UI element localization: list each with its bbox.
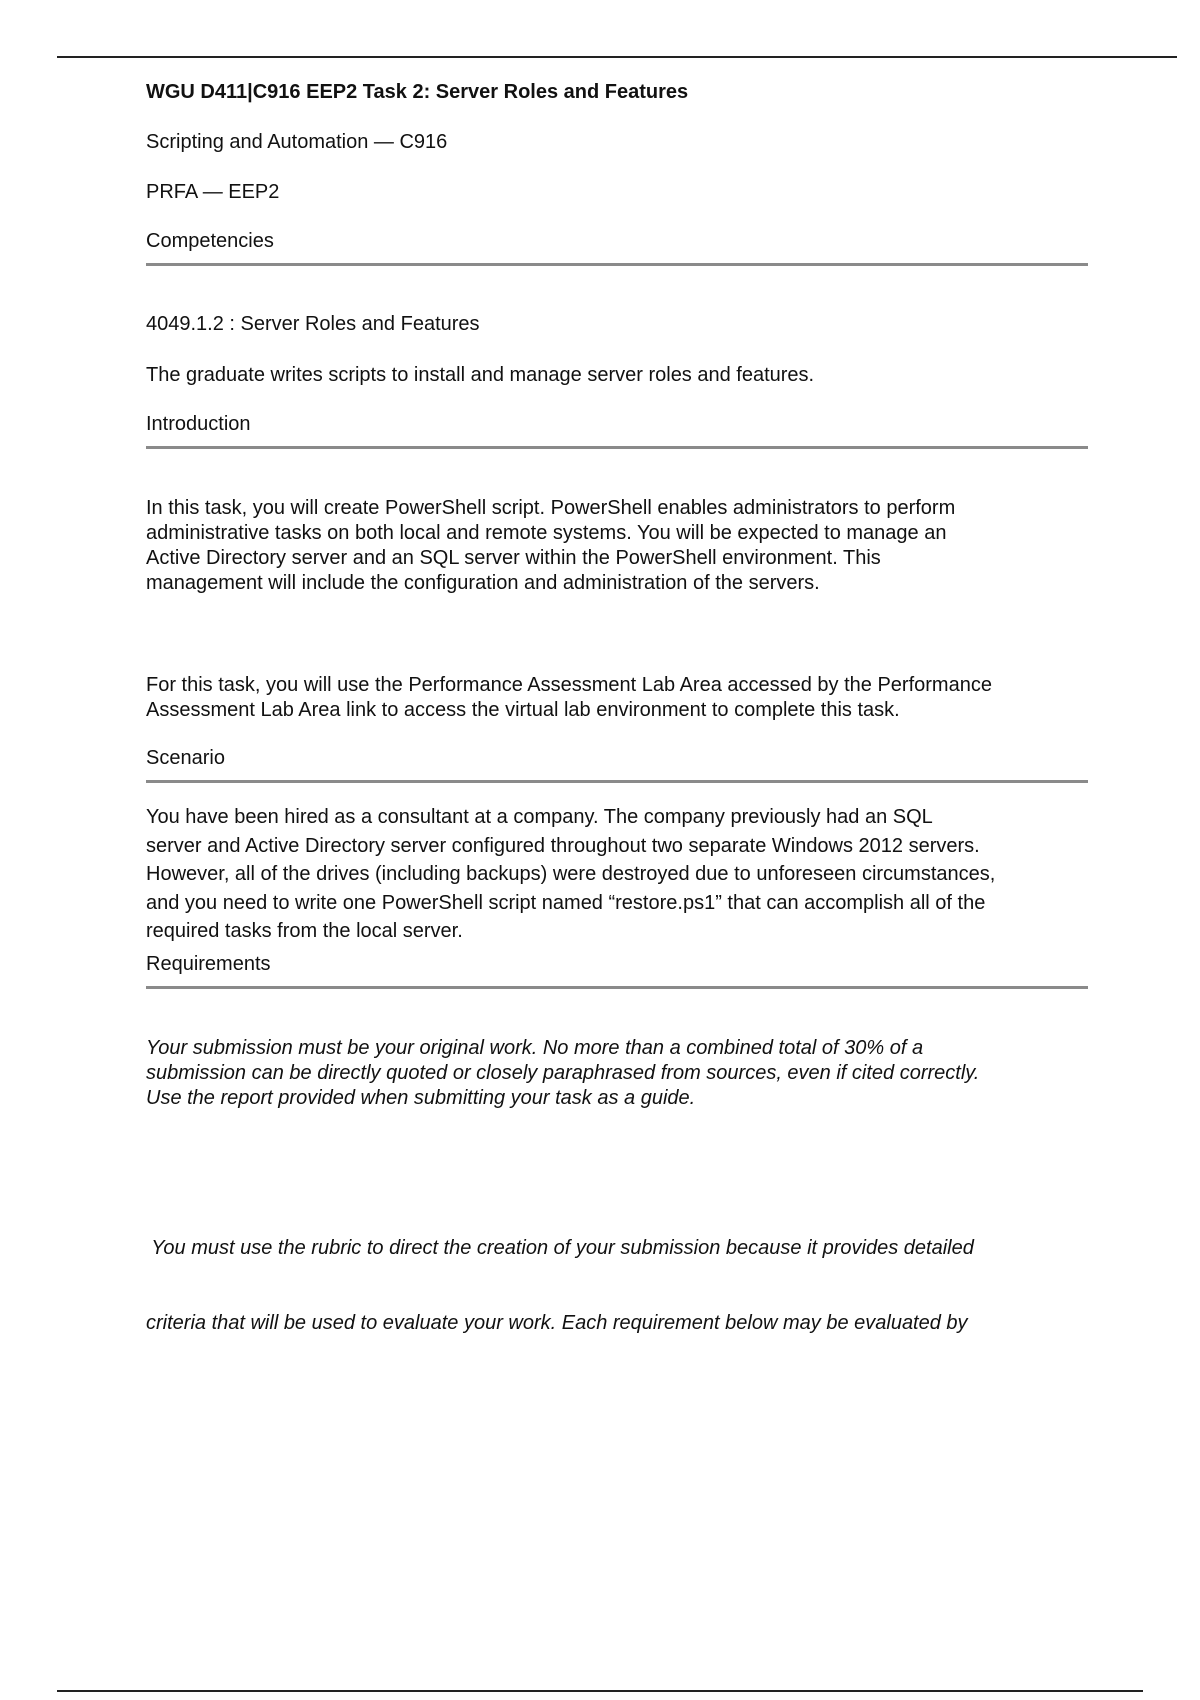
text-line: You must use the rubric to direct the creation of your submission because it provides detailed	[146, 1237, 974, 1259]
bottom-divider	[57, 1690, 1143, 1692]
text-line: For this task, you will use the Performance Assessment Lab Area accessed by the Performance	[146, 674, 992, 696]
requirements-paragraph-2	[146, 1186, 1091, 1386]
text-line: server and Active Directory server configured throughout two separate Windows 2012 servers.	[146, 834, 980, 857]
document-title: WGU D411|C916 EEP2 Task 2: Server Roles and Features	[146, 81, 689, 103]
text-line: You have been hired as a consultant at a company. The company previously had an SQL	[146, 806, 933, 828]
section-heading-label: Introduction	[146, 413, 251, 435]
top-divider	[57, 56, 1177, 58]
assessment-code: PRFA — EEP2	[146, 181, 280, 203]
text-line: required tasks from the local server.	[146, 920, 463, 942]
text-line: criteria that will be used to evaluate your work. Each requirement below may be evaluated by	[146, 1312, 968, 1334]
scenario-paragraph	[146, 803, 1091, 946]
competency-code: 4049.1.2 : Server Roles and Features	[146, 313, 480, 335]
text-line: management will include the configuration and administration of the servers.	[146, 572, 820, 594]
requirements-paragraph-1	[146, 1036, 1091, 1111]
section-heading-competencies	[146, 229, 1088, 266]
text-line: and you need to write one PowerShell script named “restore.ps1” that can accomplish all of the	[146, 891, 986, 914]
section-heading-scenario	[146, 746, 1088, 783]
course-name: Scripting and Automation — C916	[146, 131, 448, 153]
section-heading-label: Scenario	[146, 747, 225, 769]
text-line: However, all of the drives (including backups) were destroyed due to unforeseen circumstances,	[146, 863, 996, 885]
section-heading-label: Competencies	[146, 230, 274, 252]
text-line: Your submission must be your original work. No more than a combined total of 30% of a	[146, 1037, 924, 1059]
section-heading-introduction	[146, 412, 1088, 449]
competency-description: The graduate writes scripts to install and manage server roles and features.	[146, 364, 815, 386]
text-line: Assessment Lab Area link to access the virtual lab environment to complete this task.	[146, 699, 900, 721]
section-heading-label: Requirements	[146, 953, 271, 975]
text-line: submission can be directly quoted or closely paraphrased from sources, even if cited correctly.	[146, 1062, 980, 1084]
introduction-paragraph-1	[146, 496, 1091, 596]
text-line: Use the report provided when submitting your task as a guide.	[146, 1087, 696, 1109]
introduction-paragraph-2	[146, 673, 1091, 723]
text-line: In this task, you will create PowerShell script. PowerShell enables administrators to perform	[146, 497, 956, 519]
text-line: Active Directory server and an SQL server within the PowerShell environment. This	[146, 547, 881, 569]
text-line: administrative tasks on both local and remote systems. You will be expected to manage an	[146, 522, 947, 544]
section-heading-requirements	[146, 952, 1088, 989]
